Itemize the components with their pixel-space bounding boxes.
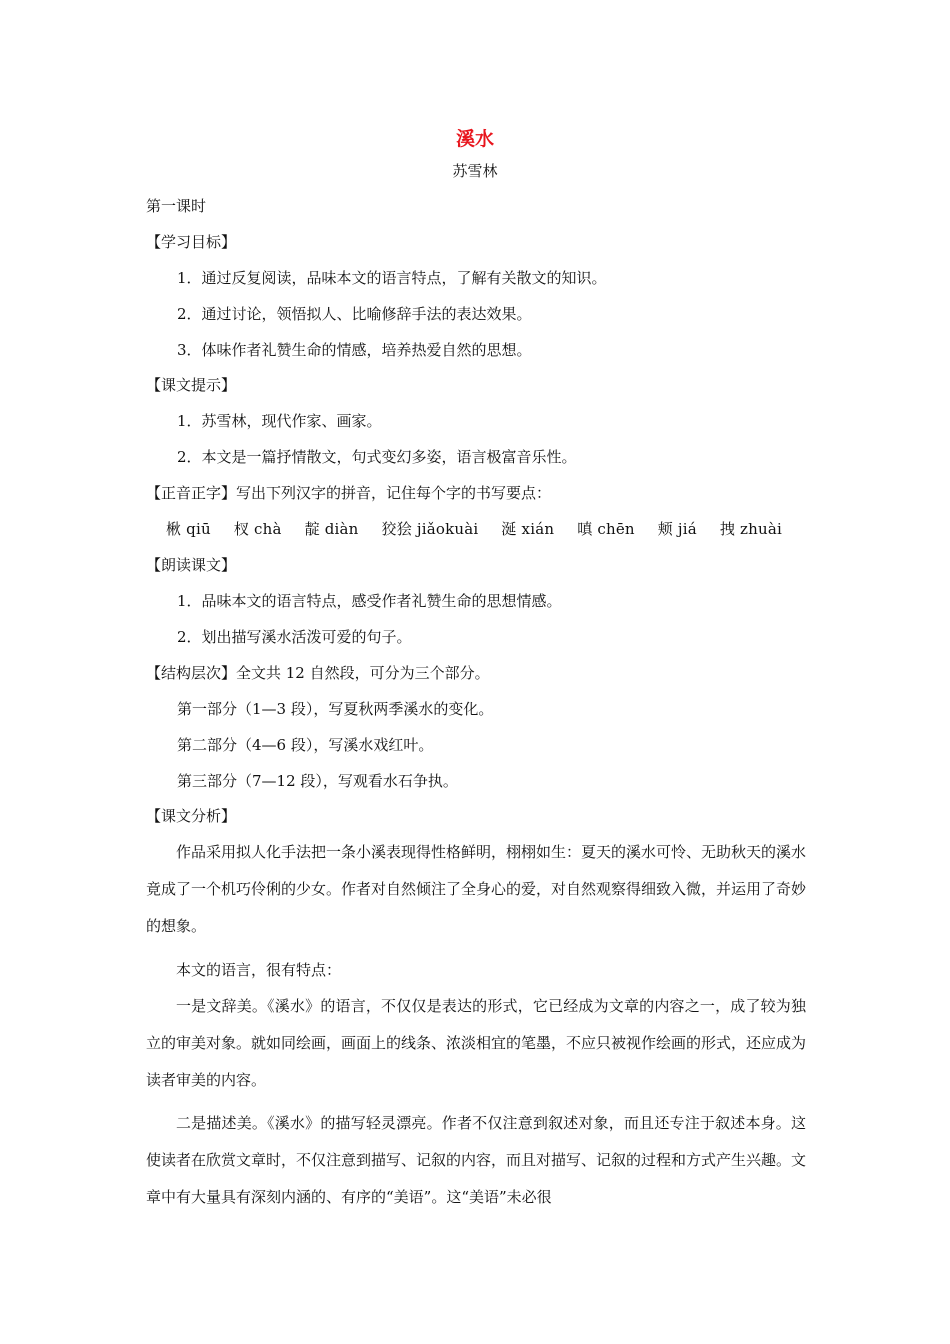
goal-item: 2．通过讨论，领悟拟人、比喻修辞手法的表达效果。 <box>177 305 532 323</box>
pinyin-item: 杈 chà <box>233 520 282 538</box>
reading-item: 1．品味本文的语言特点，感受作者礼赞生命的思想情感。 <box>177 592 562 610</box>
pinyin-item: 狡狯 jiǎokuài <box>381 520 479 538</box>
structure-item: 第一部分（1—3 段），写夏秋两季溪水的变化。 <box>177 700 494 718</box>
reading-item: 2．划出描写溪水活泼可爱的句子。 <box>177 628 412 646</box>
section-heading-reading: 【朗读课文】 <box>146 556 237 574</box>
analysis-paragraph: 作品采用拟人化手法把一条小溪表现得性格鲜明，栩栩如生：夏天的溪水可怜、无助秋天的溪水竟成了一个机巧伶俐的少女。作者对自然倾注了全身心的爱，对自然观察得细致入微，并运用了奇妙的想象。 <box>146 843 807 935</box>
pinyin-item: 颊 jiá <box>657 520 697 538</box>
analysis-paragraph: 本文的语言，很有特点： <box>176 961 342 979</box>
goal-item: 3．体味作者礼赞生命的情感，培养热爱自然的思想。 <box>177 341 532 359</box>
goal-item: 1．通过反复阅读，品味本文的语言特点，了解有关散文的知识。 <box>177 269 607 287</box>
pinyin-item: 嗔 chēn <box>577 520 635 538</box>
hint-item: 2．本文是一篇抒情散文，句式变幻多姿，语言极富音乐性。 <box>177 448 577 466</box>
pinyin-list <box>166 519 800 539</box>
section-heading-hints: 【课文提示】 <box>146 376 237 394</box>
lesson-label: 第一课时 <box>146 197 207 215</box>
section-heading-goals: 【学习目标】 <box>146 233 237 251</box>
pinyin-item: 拽 zhuài <box>719 520 783 538</box>
section-heading-pronunciation: 【正音正字】写出下列汉字的拼音，记住每个字的书写要点： <box>146 484 552 502</box>
hint-item: 1．苏雪林，现代作家、画家。 <box>177 412 382 430</box>
analysis-paragraph: 一是文辞美。《溪水》的语言，不仅仅是表达的形式，它已经成为文章的内容之一，成了较为独立的审美对象。就如同绘画，画面上的线条、浓淡相宜的笔墨，不应只被视作绘画的形式，还应成为读者审美的内容。 <box>146 997 807 1089</box>
author-name: 苏雪林 <box>452 162 498 180</box>
document-title: 溪水 <box>455 128 494 150</box>
pinyin-item: 涎 xián <box>501 520 555 538</box>
section-heading-analysis: 【课文分析】 <box>146 807 237 825</box>
pinyin-item: 楸 qiū <box>166 520 211 538</box>
pinyin-item: 靛 diàn <box>304 520 359 538</box>
structure-item: 第二部分（4—6 段），写溪水戏红叶。 <box>177 736 434 754</box>
structure-item: 第三部分（7—12 段），写观看水石争执。 <box>177 772 458 790</box>
section-heading-structure: 【结构层次】全文共 12 自然段，可分为三个部分。 <box>146 664 490 682</box>
analysis-paragraph: 二是描述美。《溪水》的描写轻灵漂亮。作者不仅注意到叙述对象，而且还专注于叙述本身。这使读者在欣赏文章时，不仅注意到描写、记叙的内容，而且对描写、记叙的过程和方式产生兴趣。文章中有大量具有深刻内涵的、有序的“美语”。这“美语”未必很 <box>146 1114 807 1206</box>
